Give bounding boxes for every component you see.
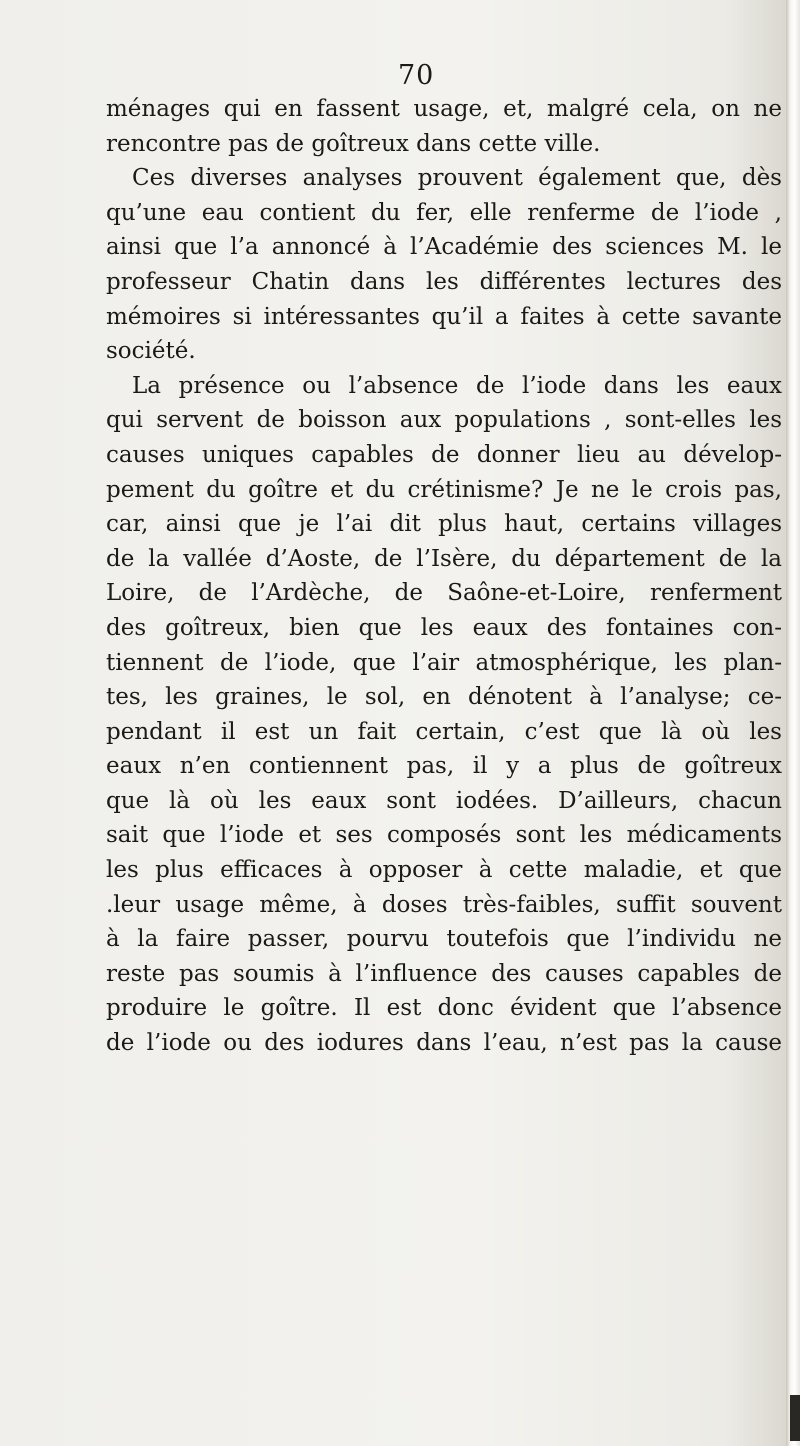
text-line: .leur usage même, à doses très-faibles, suffit souvent: [106, 891, 782, 918]
text-line: La présence ou l’absence de l’iode dans les eaux: [132, 372, 782, 399]
body-text: [106, 92, 782, 1061]
text-line: produire le goître. Il est donc évident que l’absence: [106, 995, 782, 1022]
text-line: mémoires si intéressantes qu’il a faites à cette savante: [106, 303, 782, 330]
text-line: professeur Chatin dans les différentes lectures des: [106, 268, 782, 295]
text-line: rencontre pas de goîtreux dans cette ville.: [106, 130, 601, 157]
text-line: qui servent de boisson aux populations , sont-elles les: [106, 407, 782, 434]
text-line: qu’une eau contient du fer, elle renferme de l’iode ,: [106, 199, 782, 226]
text-line: société.: [106, 338, 196, 365]
text-line: à la faire passer, pourvu toutefois que l’individu ne: [106, 926, 782, 953]
text-line: pement du goître et du crétinisme? Je ne le crois pas,: [106, 476, 782, 503]
text-line: les plus efficaces à opposer à cette maladie, et que: [106, 857, 782, 884]
text-line: reste pas soumis à l’influence des causes capables de: [106, 960, 782, 987]
page-edge: [786, 0, 800, 1446]
text-line: car, ainsi que je l’ai dit plus haut, certains villages: [106, 511, 782, 538]
page-number: 70: [398, 60, 435, 91]
text-line: tiennent de l’iode, que l’air atmosphérique, les plan-: [106, 649, 782, 676]
text-line: pendant il est un fait certain, c’est que là où les: [106, 718, 782, 745]
text-line: sait que l’iode et ses composés sont les médicaments: [106, 822, 782, 849]
text-line: que là où les eaux sont iodées. D’ailleurs, chacun: [106, 787, 782, 814]
text-line: Ces diverses analyses prouvent également que, dès: [132, 165, 782, 192]
text-line: Loire, de l’Ardèche, de Saône-et-Loire, renferment: [106, 580, 782, 607]
text-line: ainsi que l’a annoncé à l’Académie des sciences M. le: [106, 234, 782, 261]
text-line: de l’iode ou des iodures dans l’eau, n’est pas la cause: [106, 1030, 782, 1057]
text-line: eaux n’en contiennent pas, il y a plus de goîtreux: [106, 753, 782, 780]
text-line: causes uniques capables de donner lieu au dévelop-: [106, 441, 782, 468]
text-line: de la vallée d’Aoste, de l’Isère, du département de la: [106, 545, 782, 572]
text-line: des goîtreux, bien que les eaux des fontaines con-: [106, 614, 782, 641]
text-line: tes, les graines, le sol, en dénotent à l’analyse; ce-: [106, 684, 782, 711]
text-line: ménages qui en fassent usage, et, malgré cela, on ne: [106, 96, 782, 122]
